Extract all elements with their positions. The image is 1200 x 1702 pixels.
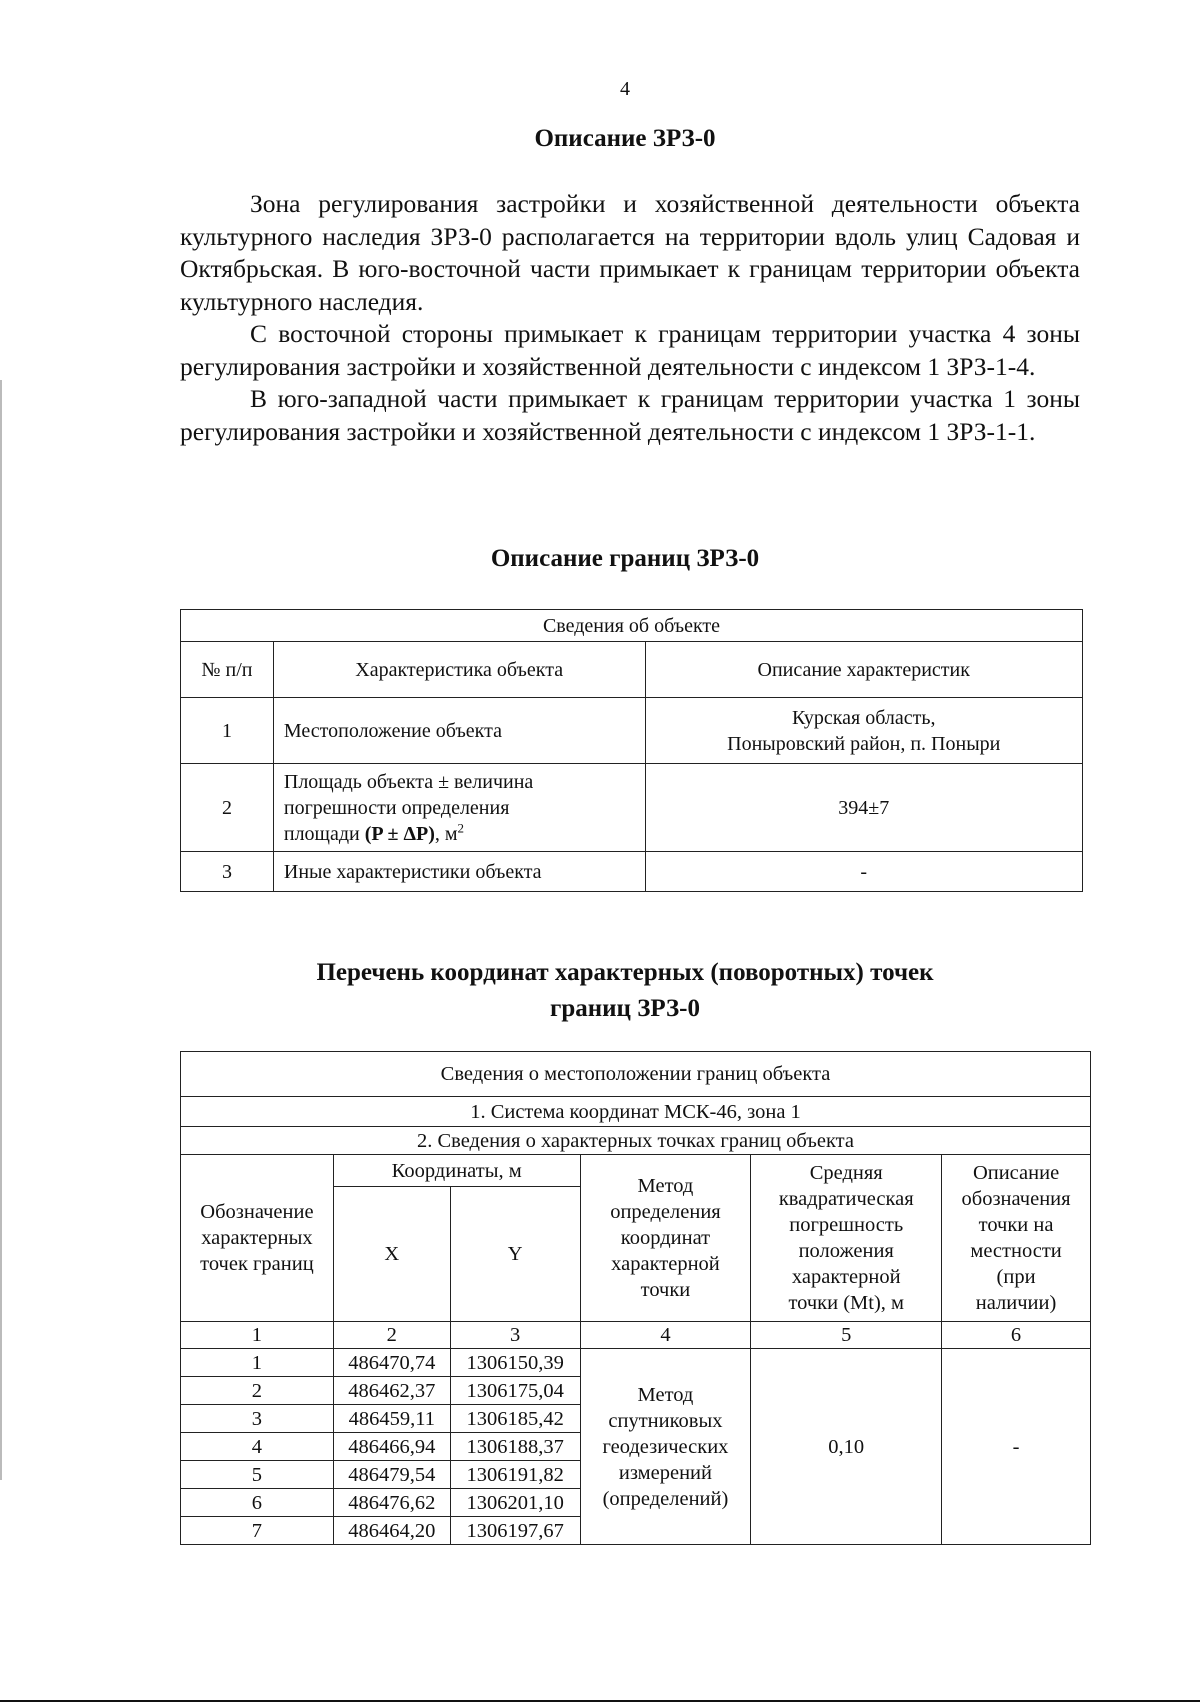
table1-caption: Сведения об объекте — [181, 610, 1083, 642]
method-line: (определений) — [602, 1487, 729, 1510]
header-y: Y — [450, 1187, 580, 1322]
header-line: точки (Mt), м — [788, 1292, 905, 1314]
page-number: 4 — [620, 78, 630, 100]
point-x: 486479,54 — [333, 1461, 450, 1489]
header-line: погрешность — [789, 1214, 904, 1236]
paragraph-3: В юго-западной части примыкает к границам территории участка 1 зоны регулирования застройки и хозяйственной деятельности с индексом 1 ЗРЗ-1-1. — [180, 384, 1080, 446]
point-y: 1306191,82 — [450, 1461, 580, 1489]
row-desc — [645, 698, 1083, 764]
header-line: обозначения — [961, 1188, 1071, 1210]
header-line: Обозначение — [200, 1201, 314, 1223]
point-method — [580, 1349, 751, 1545]
row-char-line: погрешности определения — [283, 796, 510, 819]
section-title-line: Перечень координат характерных (поворотных) точек — [316, 959, 934, 986]
column-number: 6 — [942, 1322, 1091, 1349]
point-error: 0,10 — [751, 1349, 942, 1545]
row-char-unit: , м — [434, 822, 458, 845]
header-line: координат — [620, 1227, 711, 1249]
table-row — [181, 764, 1083, 852]
row-char-formula: (P ± ΔP) — [364, 822, 435, 845]
header-x: X — [333, 1187, 450, 1322]
point-id: 7 — [181, 1517, 334, 1545]
point-id: 1 — [181, 1349, 334, 1377]
table1-header-desc: Описание характеристик — [645, 642, 1083, 698]
point-x: 486466,94 — [333, 1433, 450, 1461]
header-coords: Координаты, м — [333, 1155, 580, 1187]
point-id: 6 — [181, 1489, 334, 1517]
point-x: 486462,37 — [333, 1377, 450, 1405]
header-line: (при — [996, 1266, 1036, 1288]
row-char-line: Площадь объекта ± величина — [283, 770, 534, 793]
paragraph-1: Зона регулирования застройки и хозяйственной деятельности объекта культурного наследия ЗРЗ-0 располагается на территории вдоль улиц Садовая и Октябрьская. В юго-восточной части примыкает к границам территории объекта культурного наследия. — [180, 189, 1080, 316]
method-line: Метод — [637, 1383, 694, 1406]
header-error — [751, 1155, 942, 1322]
header-descr — [942, 1155, 1091, 1322]
point-x: 486464,20 — [333, 1517, 450, 1545]
point-id: 4 — [181, 1433, 334, 1461]
row-num: 2 — [181, 764, 274, 852]
point-y: 1306175,04 — [450, 1377, 580, 1405]
description-text — [180, 188, 1080, 448]
column-number: 5 — [751, 1322, 942, 1349]
header-line: Описание — [972, 1162, 1060, 1184]
table-row — [181, 852, 1083, 892]
table1-header-char: Характеристика объекта — [273, 642, 645, 698]
point-id: 2 — [181, 1377, 334, 1405]
object-info-table — [180, 609, 1083, 892]
row-char-sup: 2 — [457, 819, 465, 835]
header-line: характерной — [611, 1253, 720, 1275]
table-row — [181, 1349, 1091, 1377]
point-y: 1306188,37 — [450, 1433, 580, 1461]
header-method — [580, 1155, 751, 1322]
row-num: 3 — [181, 852, 274, 892]
header-line: характерных — [201, 1227, 313, 1249]
row-char — [273, 764, 645, 852]
point-x: 486476,62 — [333, 1489, 450, 1517]
column-number: 4 — [580, 1322, 751, 1349]
point-x: 486459,11 — [333, 1405, 450, 1433]
column-number: 1 — [181, 1322, 334, 1349]
header-line: точки — [640, 1279, 691, 1301]
row-char: Местоположение объекта — [273, 698, 645, 764]
point-y: 1306150,39 — [450, 1349, 580, 1377]
header-line: положения — [798, 1240, 894, 1262]
row-desc-line: Поныровский район, п. Поныри — [727, 732, 1001, 755]
table2-system: 1. Система координат МСК-46, зона 1 — [181, 1097, 1091, 1127]
method-line: спутниковых — [608, 1409, 723, 1432]
row-desc: - — [645, 852, 1083, 892]
table2-points-caption: 2. Сведения о характерных точках границ объекта — [181, 1127, 1091, 1155]
point-y: 1306197,67 — [450, 1517, 580, 1545]
method-line: измерений — [618, 1461, 713, 1484]
point-y: 1306201,10 — [450, 1489, 580, 1517]
point-descr: - — [942, 1349, 1091, 1545]
section-title-description: Описание ЗРЗ-0 — [534, 125, 716, 152]
point-y: 1306185,42 — [450, 1405, 580, 1433]
header-line: определения — [610, 1201, 721, 1223]
paragraph-2: С восточной стороны примыкает к границам территории участка 4 зоны регулирования застройки и хозяйственной деятельности с индексом 1 ЗРЗ-1-4. — [180, 319, 1080, 381]
row-num: 1 — [181, 698, 274, 764]
row-desc: 394±7 — [645, 764, 1083, 852]
header-line: Средняя — [809, 1162, 883, 1184]
header-line: местности — [970, 1240, 1062, 1262]
section-title-boundaries: Описание границ ЗРЗ-0 — [490, 545, 760, 572]
point-id: 3 — [181, 1405, 334, 1433]
row-char: Иные характеристики объекта — [273, 852, 645, 892]
row-char-text: площади — [283, 822, 365, 845]
section-title-coordinates — [0, 955, 1200, 1027]
row-desc-line: Курская область, — [792, 706, 936, 729]
column-numbers-row — [181, 1322, 1091, 1349]
header-line: квадратическая — [778, 1188, 914, 1210]
point-id: 5 — [181, 1461, 334, 1489]
header-line: наличии) — [975, 1292, 1057, 1314]
header-line: характерной — [791, 1266, 901, 1288]
row-char-line — [284, 821, 641, 847]
header-line: Метод — [637, 1175, 694, 1197]
header-line: точек границ — [200, 1253, 314, 1275]
header-line: точки на — [978, 1214, 1054, 1236]
section-title-line: границ ЗРЗ-0 — [549, 995, 700, 1022]
table-row — [181, 698, 1083, 764]
method-line: геодезических — [602, 1435, 729, 1458]
header-points — [181, 1155, 334, 1322]
point-x: 486470,74 — [333, 1349, 450, 1377]
coordinates-table — [180, 1051, 1091, 1545]
column-number: 3 — [450, 1322, 580, 1349]
table2-caption: Сведения о местоположении границ объекта — [181, 1052, 1091, 1097]
table1-header-num: № п/п — [181, 642, 274, 698]
column-number: 2 — [333, 1322, 450, 1349]
